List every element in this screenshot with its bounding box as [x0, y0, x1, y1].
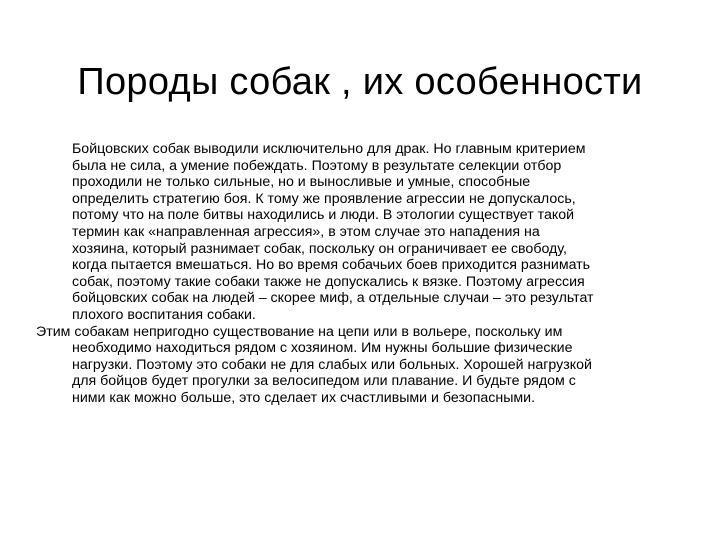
- paragraph-line: плохого воспитания собаки.: [72, 306, 256, 323]
- paragraph-line: собак, поэтому такие собаки также не допускались к вязке. Поэтому агрессия: [72, 273, 585, 290]
- paragraph-line: термин как «направленная агрессия», в этом случае это нападения на: [72, 223, 540, 240]
- paragraph-line: ними как можно больше, это сделает их счастливыми и безопасными.: [72, 389, 536, 406]
- paragraph-fighting-dogs: [36, 141, 684, 324]
- slide-body: [36, 141, 684, 407]
- paragraph-care: [36, 324, 684, 407]
- paragraph-line: была не сила, а умение побеждать. Поэтому в результате селекции отбор: [72, 157, 562, 174]
- paragraph-line: бойцовских собак на людей – скорее миф, а отдельные случаи – это результат: [72, 290, 594, 307]
- paragraph-line: Этим собакам непригодно существование на цепи или в вольере, поскольку им: [36, 323, 563, 340]
- slide-title: Породы собак , их особенности: [77, 61, 643, 103]
- paragraph-line: когда пытается вмешаться. Но во время собачьих боев приходится разнимать: [72, 257, 591, 274]
- paragraph-line: хозяина, который разнимает собак, поскольку он ограничивает ее свободу,: [72, 240, 567, 257]
- paragraph-line: Бойцовских собак выводили исключительно для драк. Но главным критерием: [72, 141, 586, 157]
- paragraph-line: необходимо находиться рядом с хозяином. Им нужны большие физические: [72, 340, 573, 357]
- paragraph-line: нагрузки. Поэтому это собаки не для слабых или больных. Хорошей нагрузкой: [72, 356, 592, 373]
- paragraph-line: проходили не только сильные, но и выносливые и умные, способные: [72, 174, 531, 191]
- paragraph-line: определить стратегию боя. К тому же проявление агрессии не допускалось,: [72, 190, 576, 207]
- paragraph-line: потому что на поле битвы находились и люди. В этологии существует такой: [72, 207, 575, 224]
- paragraph-line: для бойцов будет прогулки за велосипедом или плавание. И будьте рядом с: [72, 373, 576, 390]
